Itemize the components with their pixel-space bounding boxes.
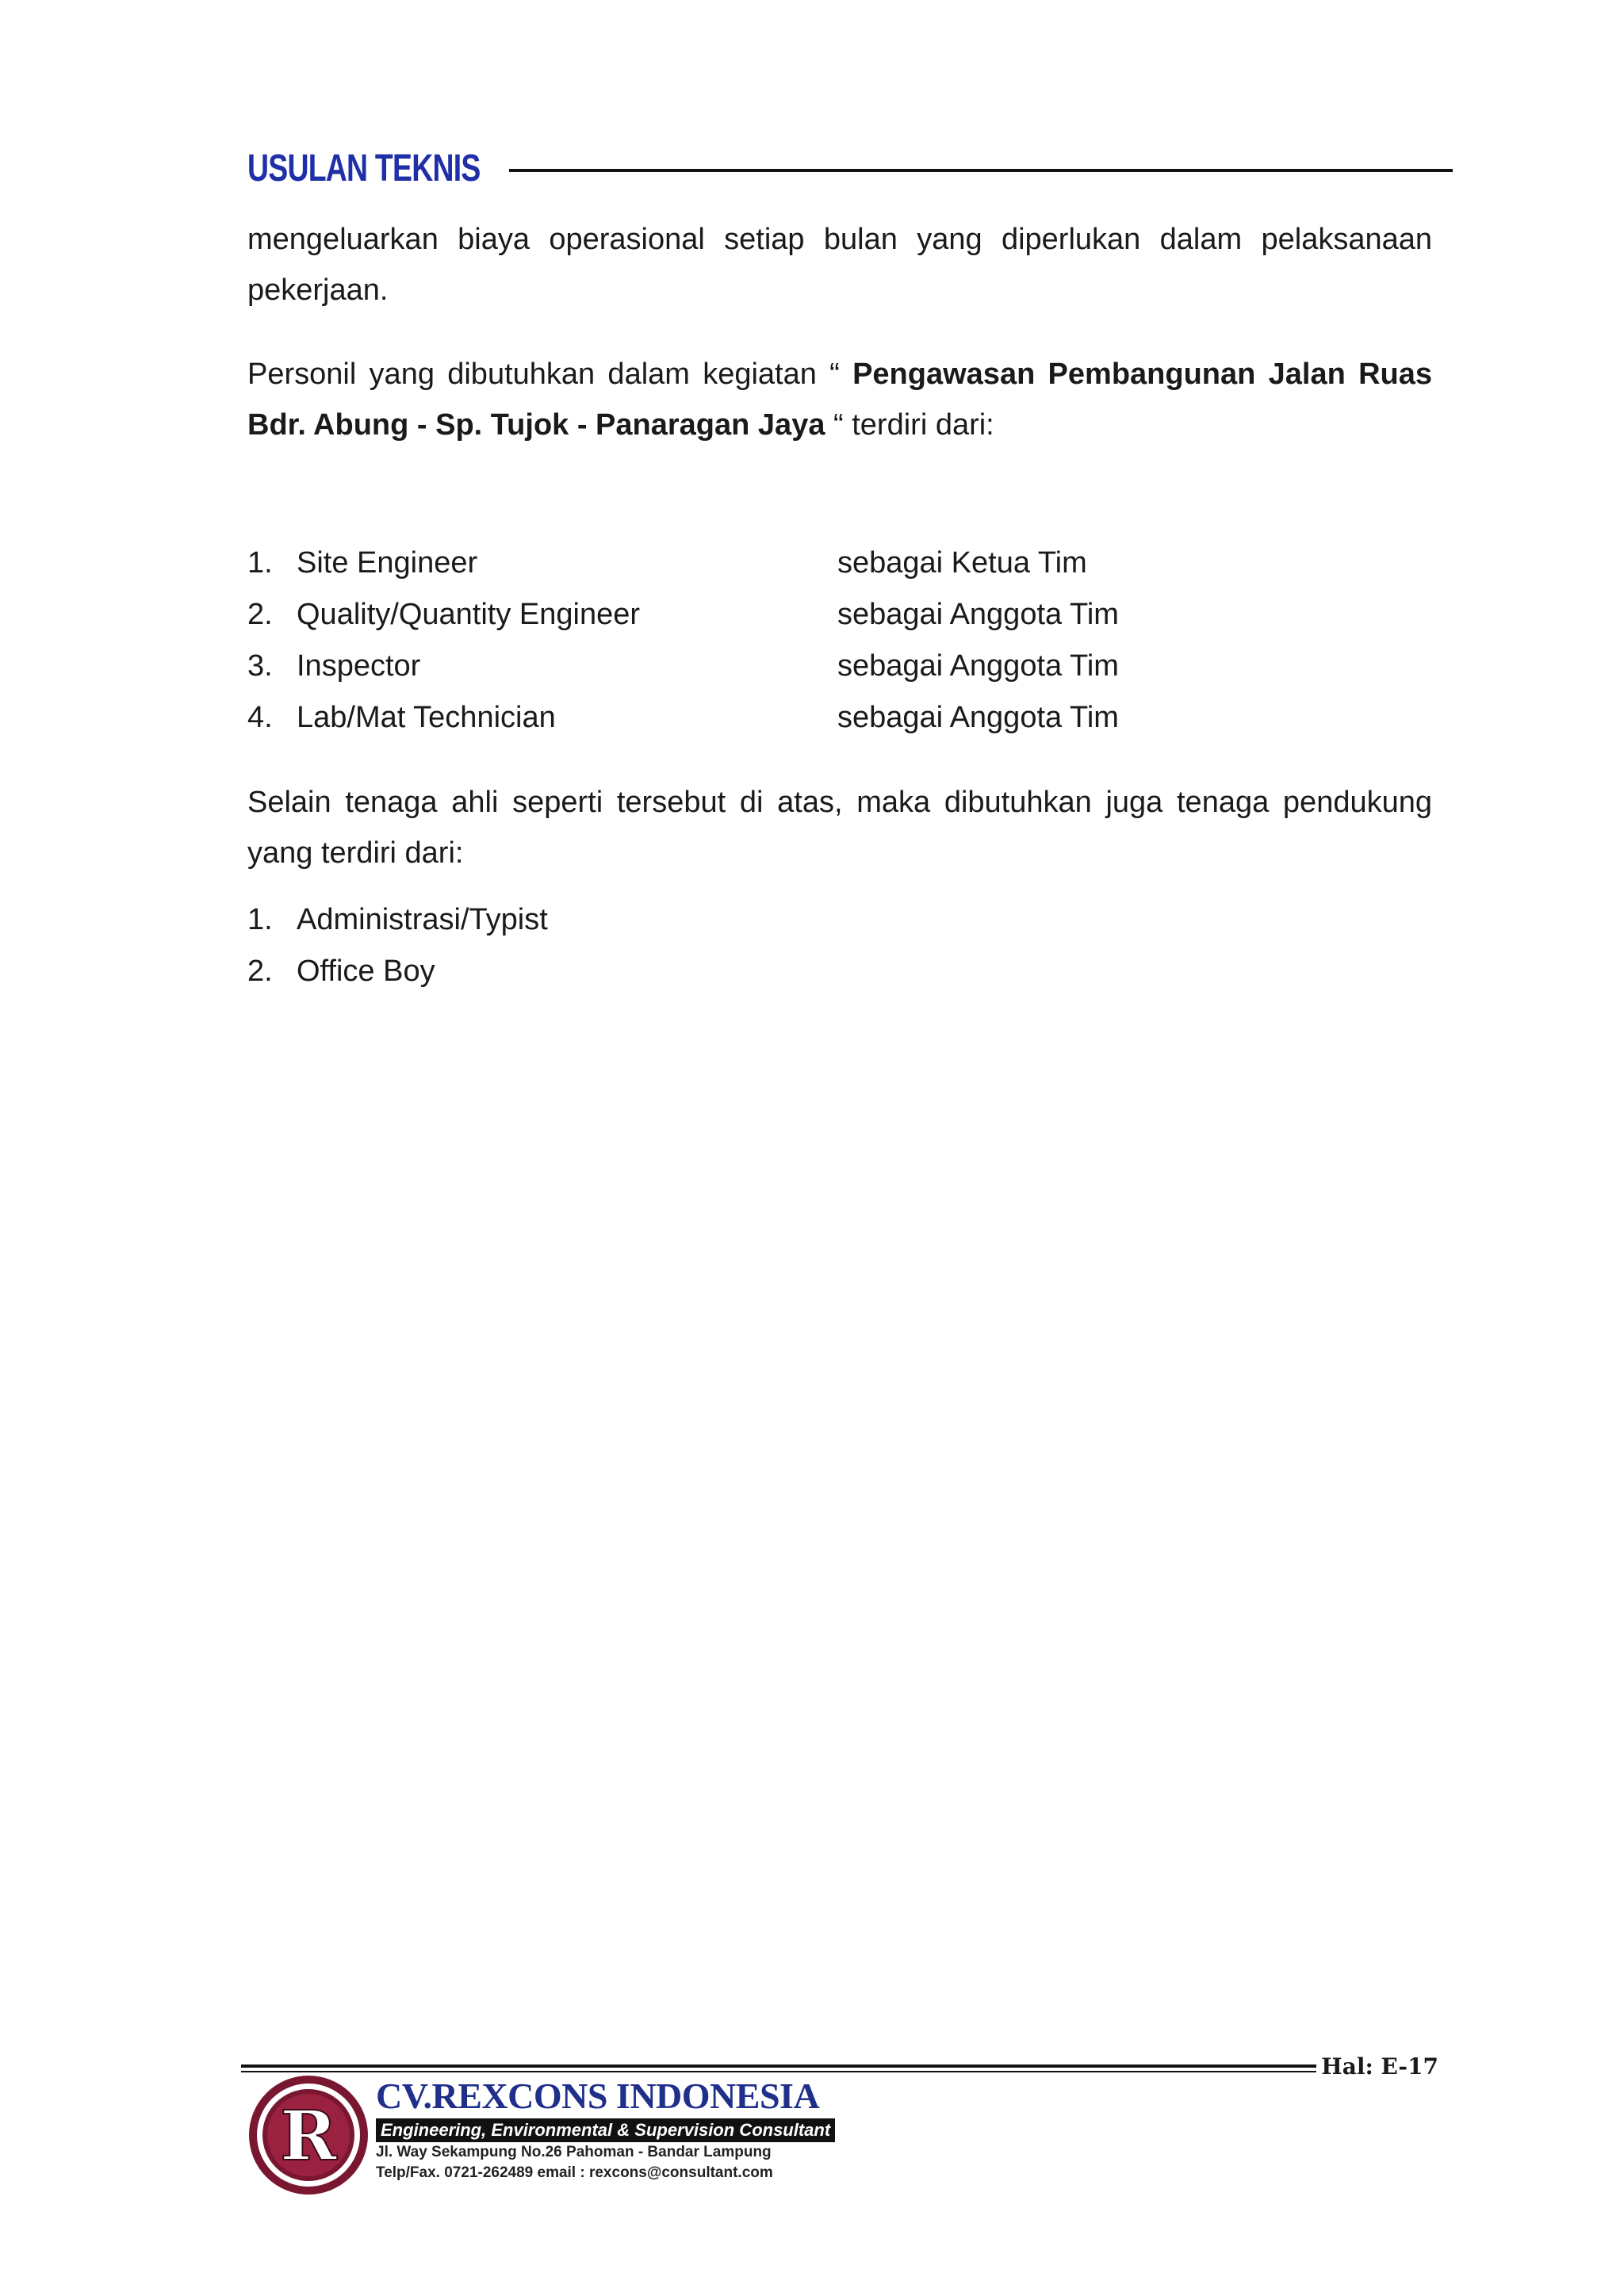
personnel-role: Inspector — [297, 649, 421, 683]
support-staff-list — [247, 894, 1432, 997]
page-content — [247, 214, 1432, 997]
logo-letter: R — [280, 2096, 337, 2176]
support-role: Office Boy — [297, 955, 435, 988]
personnel-role: Site Engineer — [297, 546, 478, 580]
list-item — [247, 538, 1432, 589]
list-item — [247, 641, 1432, 692]
paragraph-support-staff: Selain tenaga ahli seperti tersebut di atas, maka dibutuhkan juga tenaga pendukung yang terdiri dari: — [247, 786, 1432, 870]
project-name: Pengawasan Pembangunan Jalan Ruas Bdr. Abung - Sp. Tujok - Panaragan Jaya — [247, 358, 1432, 442]
personnel-position: sebagai Anggota Tim — [837, 649, 1119, 683]
company-tagline: Engineering, Environmental & Supervision Consultant — [376, 2118, 835, 2142]
personnel-intro-prefix: Personil yang dibutuhkan dalam kegiatan “ — [247, 358, 853, 391]
list-number: 2. — [247, 955, 273, 988]
paragraph-personnel-intro — [247, 349, 1432, 450]
personnel-role: Lab/Mat Technician — [297, 701, 556, 734]
header-rule — [509, 169, 1453, 172]
list-number: 3. — [247, 649, 273, 683]
company-name: CV.REXCONS INDONESIA — [376, 2076, 820, 2116]
list-number: 1. — [247, 546, 273, 580]
personnel-position: sebagai Anggota Tim — [837, 598, 1119, 631]
company-block — [376, 2076, 852, 2183]
footer-rule-thin — [241, 2071, 1438, 2072]
list-item — [247, 589, 1432, 641]
personnel-intro-suffix: “ terdiri dari: — [825, 408, 994, 442]
company-contact: Telp/Fax. 0721-262489 email : rexcons@consultant.com — [376, 2164, 773, 2181]
footer-rule — [241, 2064, 1438, 2068]
header-title: USULAN TEKNIS — [247, 147, 481, 189]
personnel-list — [247, 538, 1432, 744]
list-item — [247, 946, 1432, 997]
list-item — [247, 894, 1432, 946]
personnel-position: sebagai Anggota Tim — [837, 701, 1119, 734]
personnel-position: sebagai Ketua Tim — [837, 546, 1087, 580]
company-address: Jl. Way Sekampung No.26 Pahoman - Bandar Lampung — [376, 2144, 772, 2160]
list-item — [247, 692, 1432, 744]
personnel-role: Quality/Quantity Engineer — [297, 598, 641, 631]
page-header — [247, 141, 1453, 197]
page-number: Hal: E-17 — [1316, 2053, 1438, 2080]
list-number: 4. — [247, 701, 273, 734]
support-role: Administrasi/Typist — [297, 903, 548, 936]
list-number: 1. — [247, 903, 273, 936]
list-number: 2. — [247, 598, 273, 631]
paragraph-operational-cost: mengeluarkan biaya operasional setiap bulan yang diperlukan dalam pelaksanaan pekerjaan. — [247, 223, 1432, 307]
company-logo-icon — [249, 2076, 368, 2195]
page-footer — [241, 2053, 1438, 2204]
